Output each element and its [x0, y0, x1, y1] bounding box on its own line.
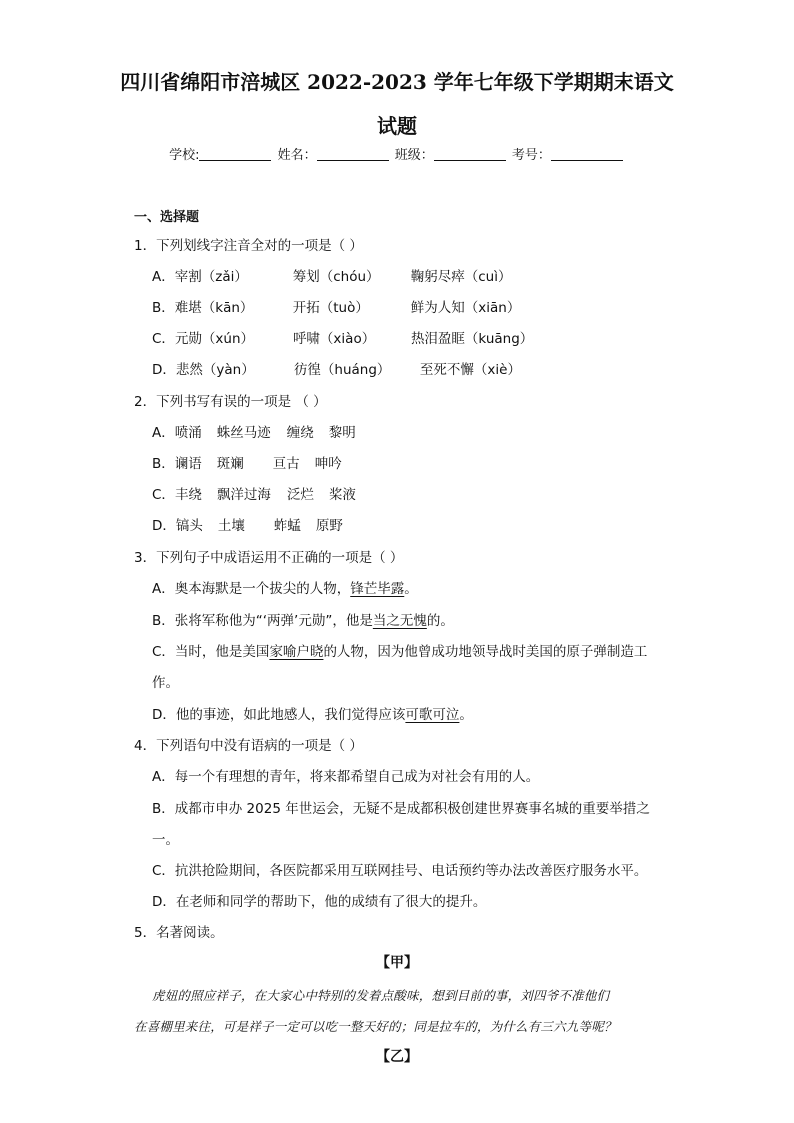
number-blank[interactable]	[551, 147, 623, 161]
option-text: 的人物，因为他曾成功地领导战时美国的原子弹制造工	[323, 644, 648, 660]
option-word: 热泪盈眶（kuāng）	[410, 331, 534, 347]
passage-line: 虎妞的照应祥子，在大家心中特别的发着点酸味，想到目前的事，刘四爷不准他们	[152, 988, 610, 1003]
option-word: 原野	[315, 518, 343, 534]
number-label: 考号：	[511, 148, 551, 163]
option-word: 开拓（tuò）	[292, 300, 369, 316]
question-3-option-d	[152, 703, 473, 723]
section-heading: 一、选择题	[134, 210, 200, 225]
question-1-option-b	[152, 296, 520, 316]
option-text: A．奥本海默是一个拔尖的人物，	[152, 581, 351, 597]
class-blank[interactable]	[434, 147, 506, 161]
option-word: 桨液	[328, 487, 356, 503]
option-word: 谰语	[174, 456, 202, 472]
option-word: 镐头	[175, 518, 203, 534]
option-letter: A．	[152, 269, 175, 285]
option-word: 元勋（xún）	[174, 331, 255, 347]
option-letter: C．	[152, 331, 175, 347]
question-1-option-d	[152, 358, 521, 378]
question-1-stem: 1．下列划线字注音全对的一项是（ ）	[134, 238, 363, 254]
option-word: 黎明	[328, 425, 356, 441]
option-text: C．当时，他是美国	[152, 644, 270, 660]
question-1-option-c	[152, 327, 533, 347]
question-3-option-c	[152, 640, 647, 660]
option-word: 呼啸（xiào）	[292, 331, 376, 347]
option-word: 斑斓	[216, 456, 244, 472]
question-2-option-a	[152, 421, 356, 441]
question-2-option-d	[152, 514, 343, 534]
option-text: B．张将军称他为“‘两弹’元勋”，他是	[152, 613, 373, 629]
option-letter: C．	[152, 487, 175, 503]
option-word: 蛛丝马迹	[216, 425, 271, 441]
option-word: 缠绕	[286, 425, 314, 441]
option-word: 彷徨（huáng）	[293, 362, 391, 378]
student-info-row	[0, 144, 794, 163]
school-blank[interactable]	[199, 147, 271, 161]
question-4-option-a: A．每一个有理想的青年，将来都希望自己成为对社会有用的人。	[152, 769, 540, 785]
question-4-option-b-continued: 一。	[152, 832, 179, 848]
question-4-option-d: D．在老师和同学的帮助下，他的成绩有了很大的提升。	[152, 894, 487, 910]
underlined-idiom: 可歌可泣	[405, 707, 460, 723]
option-word: 丰绕	[174, 487, 202, 503]
option-word: 鞠躬尽瘁（cuì）	[410, 269, 512, 285]
underlined-idiom: 锋芒毕露	[350, 581, 405, 597]
exam-title-line1: 四川省绵阳市涪城区 2022-2023 学年七年级下学期期末语文	[120, 70, 674, 94]
exam-title-line2: 试题	[377, 114, 417, 138]
question-2-option-b	[152, 452, 342, 472]
question-3-option-c-continued: 作。	[152, 675, 179, 691]
option-word: 飘洋过海	[216, 487, 271, 503]
question-2-option-c	[152, 483, 356, 503]
option-word: 筹划（chóu）	[292, 269, 380, 285]
class-label: 班级：	[394, 148, 434, 163]
option-word: 宰割（zǎi）	[174, 269, 248, 285]
option-word: 悲然（yàn）	[175, 362, 255, 378]
option-text: 。	[459, 707, 473, 723]
question-4-stem: 4．下列语句中没有语病的一项是（ ）	[134, 738, 363, 754]
name-blank[interactable]	[317, 147, 389, 161]
option-text: 。	[404, 581, 418, 597]
question-3-option-b	[152, 609, 454, 629]
question-3-option-a	[152, 577, 418, 597]
passage-line: 在喜棚里来往，可是祥子一定可以吃一整天好的；同是拉车的，为什么有三六九等呢？	[134, 1019, 617, 1034]
option-letter: B．	[152, 300, 175, 316]
option-text: D．他的事迹，如此地感人，我们觉得应该	[152, 707, 406, 723]
question-4-option-b: B．成都市申办 2025 年世运会，无疑不是成都积极创建世界赛事名城的重要举措之	[152, 801, 650, 817]
option-word: 难堪（kān）	[174, 300, 254, 316]
option-word: 呻吟	[314, 456, 342, 472]
option-letter: D．	[152, 518, 176, 534]
option-letter: B．	[152, 456, 175, 472]
option-word: 至死不懈（xiè）	[419, 362, 521, 378]
passage-heading-jia: 【甲】	[376, 955, 418, 971]
question-3-stem: 3．下列句子中成语运用不正确的一项是（ ）	[134, 550, 404, 566]
name-label: 姓名：	[277, 148, 317, 163]
school-label: 学校:	[169, 148, 200, 163]
underlined-idiom: 家喻户晓	[269, 644, 324, 660]
option-letter: A．	[152, 425, 175, 441]
underlined-idiom: 当之无愧	[372, 613, 427, 629]
option-word: 土壤	[217, 518, 245, 534]
option-word: 泛烂	[286, 487, 314, 503]
option-word: 亘古	[272, 456, 300, 472]
option-word: 蚱蜢	[273, 518, 301, 534]
passage-heading-yi: 【乙】	[376, 1049, 418, 1065]
option-text: 的。	[426, 613, 454, 629]
option-word: 鲜为人知（xiān）	[410, 300, 521, 316]
option-word: 喷涌	[174, 425, 202, 441]
question-5-stem: 5．名著阅读。	[134, 925, 224, 941]
option-letter: D．	[152, 362, 176, 378]
question-4-option-c: C．抗洪抢险期间，各医院都采用互联网挂号、电话预约等办法改善医疗服务水平。	[152, 863, 648, 879]
question-1-option-a	[152, 265, 511, 285]
question-2-stem: 2．下列书写有误的一项是 （ ）	[134, 394, 327, 410]
